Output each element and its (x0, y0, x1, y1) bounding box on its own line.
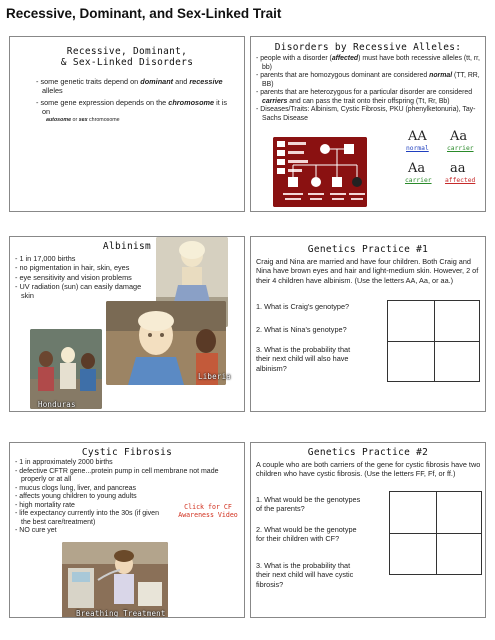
bullet: - some gene expression depends on the chromosome it is on (36, 98, 231, 117)
question-3: 3. What is the probability that their next child will have cystic fibrosis? (256, 561, 354, 589)
slide-albinism (9, 236, 245, 412)
bullet: - high mortality rate (15, 502, 241, 511)
slide-title: Disorders by Recessive Alleles: (274, 42, 462, 53)
genotype-label: carrier (405, 177, 432, 184)
slide-title: Genetics Practice #1 (307, 244, 429, 255)
slide-genetics-practice-1 (250, 236, 486, 412)
bullet: - UV radiation (sun) can easily damage skin (15, 282, 155, 301)
question-1: 1. What is Craig's genotype? (256, 302, 350, 311)
bullet: - defective CFTR gene...protein pump in cell membrane not made properly or at all (15, 468, 241, 485)
slide-cystic-fibrosis (9, 442, 245, 618)
photo-caption: Honduras (38, 400, 76, 409)
question-1: 1. What would be the genotypes of the parents? (256, 495, 361, 514)
genotype-label: carrier (447, 145, 474, 152)
genotype-label: affected (445, 177, 476, 184)
question-2: 2. What is Nina's genotype? (256, 325, 347, 334)
genotype-text: aa (450, 161, 466, 176)
slide-recessive-disorders (250, 36, 486, 212)
cf-video-link[interactable]: Click for CF Awareness Video (178, 503, 238, 519)
punnett-divider (388, 341, 479, 342)
slide-title: Recessive, Dominant, & Sex-Linked Disorders (60, 46, 194, 68)
slide-body (15, 254, 155, 300)
genotype-text: AA (408, 129, 427, 144)
bullet: - 1 in approximately 2000 births (15, 459, 241, 468)
photo-caption: Breathing Treatment (76, 609, 166, 618)
bullet: - 1 in 17,000 births (15, 254, 155, 263)
bullet: - no pigmentation in hair, skin, eyes (15, 263, 155, 272)
genotype-text: Aa (408, 161, 426, 176)
bullet: - Diseases/Traits: Albinism, Cystic Fibrosis, PKU (phenylketonuria), Tay-Sachs Disease (256, 106, 484, 123)
question-2: 2. What would be the genotype for their children with CF? (256, 525, 357, 544)
bullet: - parents that are homozygous dominant are considered normal (TT, RR, BB) (256, 72, 484, 89)
punnett-square[interactable] (389, 491, 482, 575)
bullet: - mucus clogs lung, liver, and pancreas (15, 485, 241, 494)
problem-text: Craig and Nina are married and have four children. Both Craig and Nina have brown eyes and hair and light-medium skin. However, 2 of their 4 children have albinism. (Use the letters AA, Aa, or aa.) (256, 257, 479, 285)
bullet: - some genetic traits depend on dominant and recessive alleles (36, 77, 231, 96)
bullet: - NO cure yet (15, 527, 241, 536)
bullet: - people with a disorder (affected) must have both recessive alleles (tt, rr, bb) (256, 55, 484, 72)
slide-title: Cystic Fibrosis (81, 447, 173, 458)
slide-body (15, 459, 241, 536)
breathing-treatment-photo (62, 542, 168, 618)
slide-recessive-dominant (9, 36, 245, 212)
bullet: - life expectancy currently into the 30s (if given the best care/treatment) (15, 510, 165, 527)
slide-genetics-practice-2 (250, 442, 486, 618)
slide-body (36, 77, 231, 124)
bullet: - eye sensitivity and vision problems (15, 273, 155, 282)
problem-text: A couple who are both carriers of the gene for cystic fibrosis have two children who have cystic fibrosis. (Use the letters FF, Ff, or ff.) (256, 460, 481, 479)
slide-title: Albinism (102, 241, 152, 252)
honduras-photo (30, 329, 102, 409)
sub-bullet: autosome or sex chromosome (46, 117, 120, 124)
slide-body (256, 55, 484, 124)
punnett-divider (390, 533, 481, 534)
pedigree-chart-image (273, 137, 367, 207)
punnett-square[interactable] (387, 300, 480, 382)
genotype-label: normal (406, 145, 429, 152)
page-title: Recessive, Dominant, and Sex-Linked Trait (6, 6, 282, 21)
bullet: - parents that are heterozygous for a particular disorder are considered carriers and can pass the trait onto their offspring (Tt, Rr, Bb) (256, 89, 484, 106)
photo-caption: Liberia (198, 372, 232, 381)
question-3: 3. What is the probability that their next child will also have albinism? (256, 345, 351, 373)
bullet: - affects young children to young adults (15, 493, 241, 502)
slide-title: Genetics Practice #2 (307, 447, 429, 458)
genotype-text: Aa (450, 129, 468, 144)
